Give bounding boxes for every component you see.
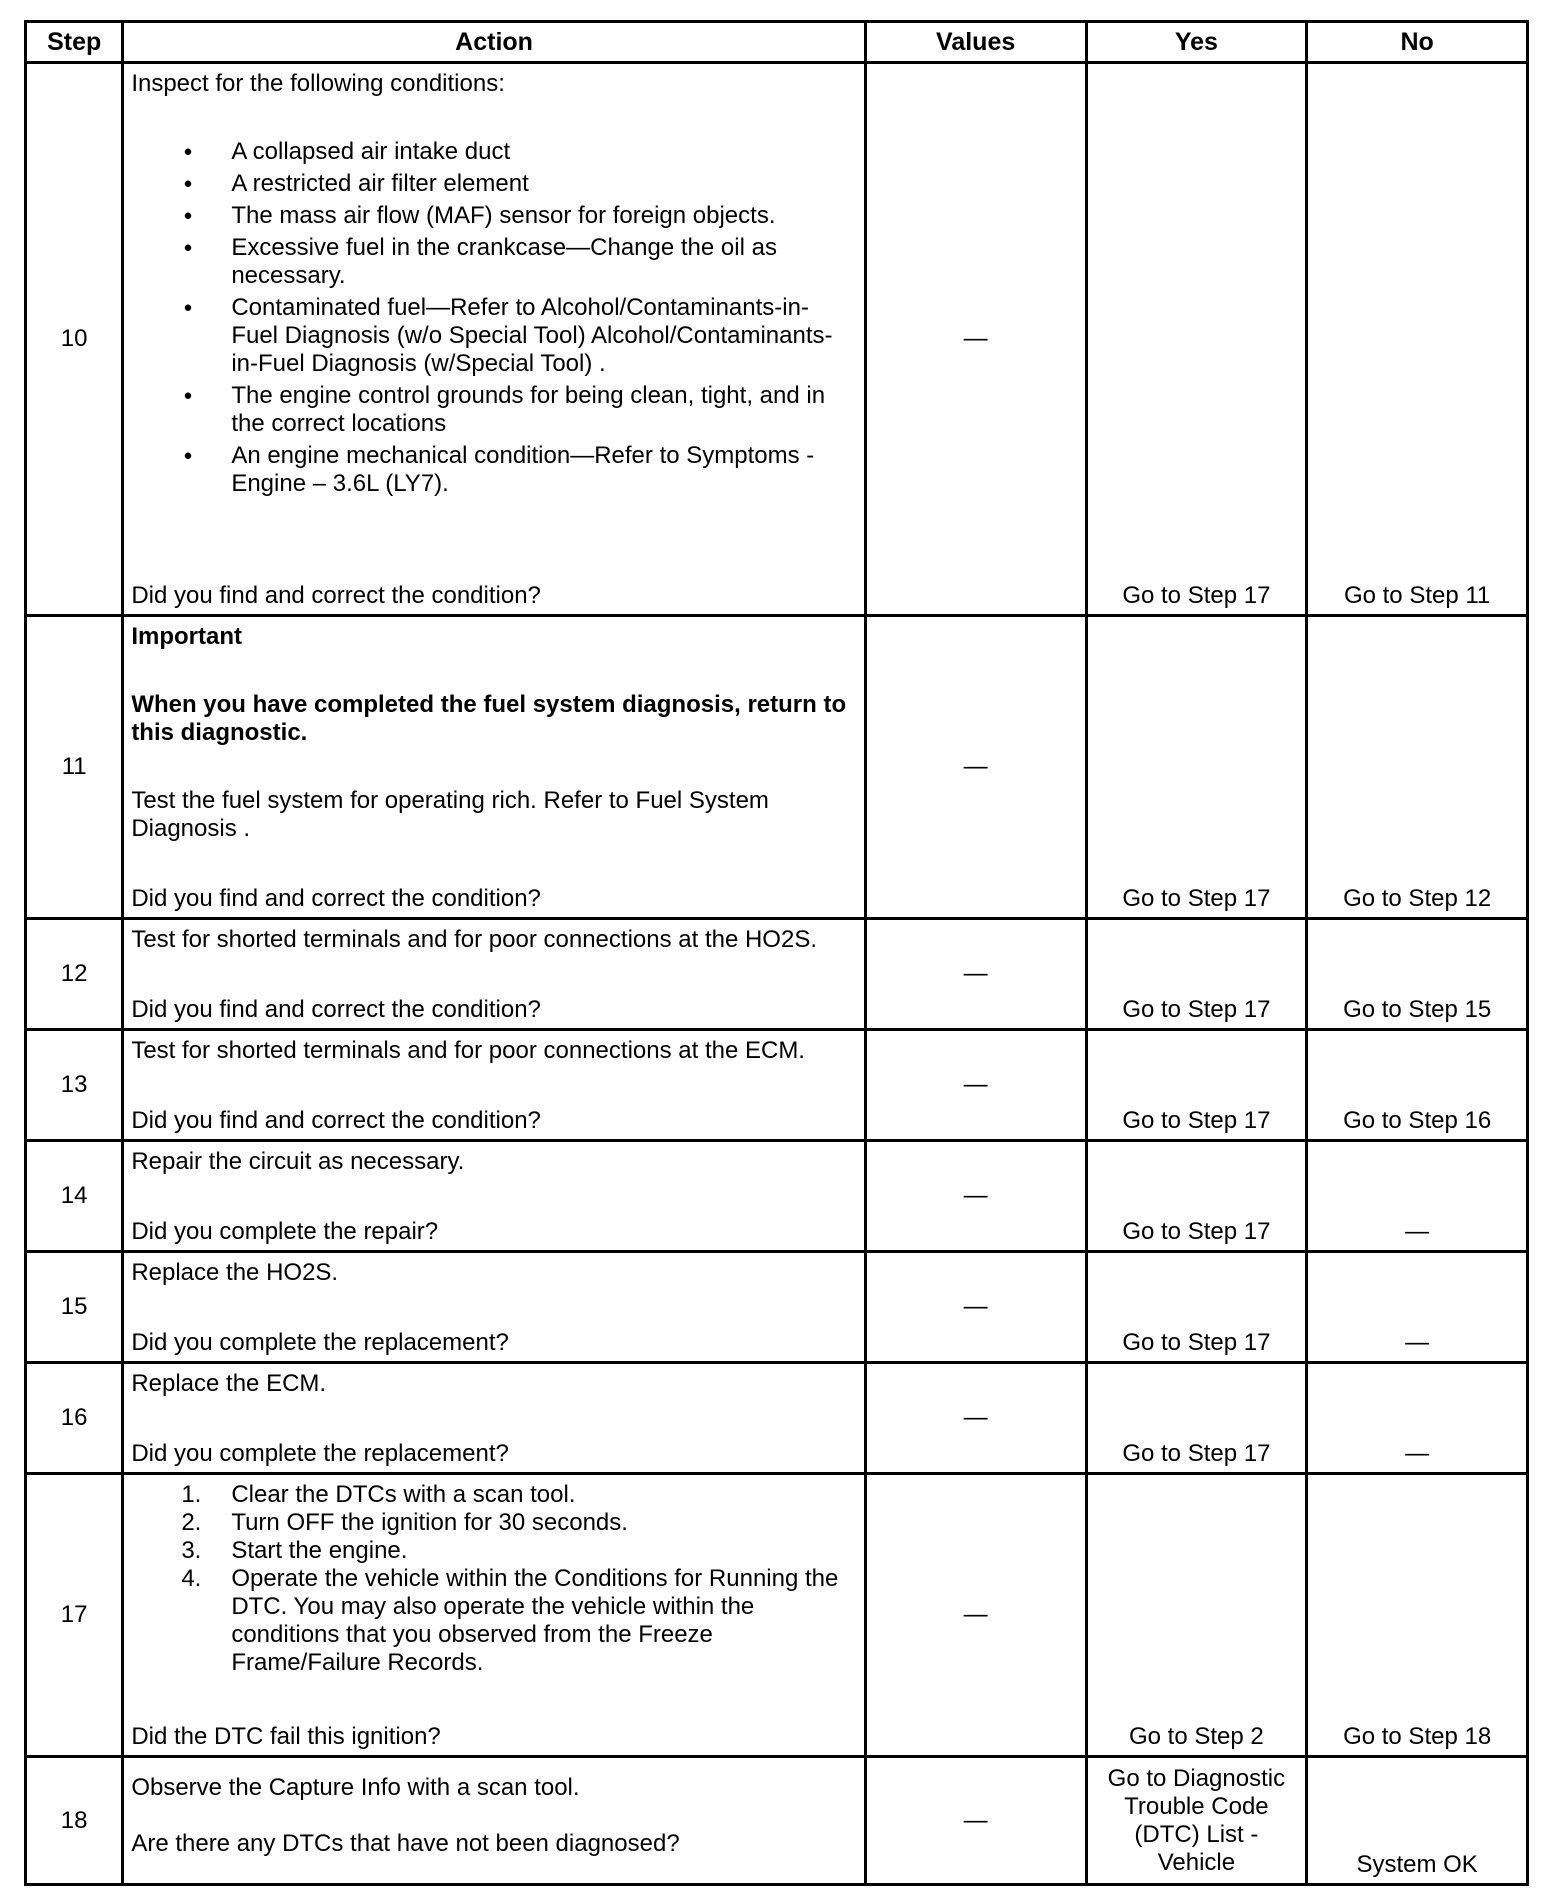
action-cell — [123, 1252, 865, 1363]
list-number: 1. — [181, 1481, 202, 1508]
action-intro: Repair the circuit as necessary. — [131, 1148, 465, 1175]
action-cell — [123, 1363, 865, 1474]
important-heading: Important — [131, 623, 242, 650]
no-cell: Go to Step 16 — [1307, 1030, 1528, 1141]
list-item: ● A collapsed air intake duct — [131, 138, 853, 166]
values-cell: — — [865, 919, 1086, 1030]
action-question: Did you find and correct the condition? — [131, 885, 541, 912]
table-row — [26, 1363, 1528, 1474]
header-no: No — [1307, 22, 1528, 63]
yes-cell: Go to Step 17 — [1086, 1030, 1307, 1141]
action-question: Did you complete the replacement? — [131, 1329, 509, 1356]
action-intro: Test for shorted terminals and for poor connections at the ECM. — [131, 1037, 805, 1064]
step-number: 13 — [26, 1030, 123, 1141]
action-intro: Replace the HO2S. — [131, 1259, 339, 1286]
no-cell: Go to Step 12 — [1307, 616, 1528, 919]
step-number: 15 — [26, 1252, 123, 1363]
step-number: 12 — [26, 919, 123, 1030]
values-cell: — — [865, 1252, 1086, 1363]
diagnostic-table — [24, 20, 1529, 1886]
no-cell: Go to Step 11 — [1307, 63, 1528, 616]
table-row — [26, 919, 1528, 1030]
values-cell: — — [865, 1474, 1086, 1757]
yes-cell: Go to Step 17 — [1086, 63, 1307, 616]
no-cell: System OK — [1307, 1757, 1528, 1885]
action-cell — [123, 616, 865, 919]
header-yes: Yes — [1086, 22, 1307, 63]
list-number: 2. — [181, 1509, 202, 1536]
action-intro: Test for shorted terminals and for poor connections at the HO2S. — [131, 926, 817, 953]
yes-cell: Go to Diagnostic Trouble Code (DTC) List - Vehicle — [1086, 1757, 1307, 1885]
list-item: ● The mass air flow (MAF) sensor for foreign objects. — [131, 202, 853, 230]
header-action: Action — [123, 22, 865, 63]
action-cell — [123, 919, 865, 1030]
no-cell: — — [1307, 1363, 1528, 1474]
list-item: ● An engine mechanical condition—Refer to Symptoms - Engine – 3.6L (LY7). — [131, 442, 853, 498]
list-item: ● Excessive fuel in the crankcase—Change the oil as necessary. — [131, 234, 853, 290]
action-cell — [123, 63, 865, 616]
table-row — [26, 1252, 1528, 1363]
important-text: When you have completed the fuel system diagnosis, return to this diagnostic. — [131, 691, 847, 746]
action-cell — [123, 1030, 865, 1141]
list-item — [131, 1565, 853, 1677]
procedure-list — [131, 1481, 853, 1677]
table-row — [26, 63, 1528, 616]
action-intro: Inspect for the following conditions: — [131, 70, 505, 97]
step-number: 18 — [26, 1757, 123, 1885]
action-intro: Replace the ECM. — [131, 1370, 327, 1397]
condition-list — [131, 138, 853, 498]
list-item — [131, 1481, 853, 1509]
action-question: Did you find and correct the condition? — [131, 1107, 541, 1134]
list-item: ● The engine control grounds for being clean, tight, and in the correct locations — [131, 382, 853, 438]
table-row — [26, 1141, 1528, 1252]
yes-cell: Go to Step 2 — [1086, 1474, 1307, 1757]
action-question: Did you find and correct the condition? — [131, 996, 541, 1023]
values-cell: — — [865, 1757, 1086, 1885]
step-number: 16 — [26, 1363, 123, 1474]
values-cell: — — [865, 1363, 1086, 1474]
values-cell: — — [865, 616, 1086, 919]
list-number: 4. — [181, 1565, 202, 1592]
yes-cell: Go to Step 17 — [1086, 1363, 1307, 1474]
step-number: 11 — [26, 616, 123, 919]
no-cell: Go to Step 15 — [1307, 919, 1528, 1030]
table-row — [26, 1030, 1528, 1141]
list-text: Turn OFF the ignition for 30 seconds. — [231, 1509, 628, 1536]
action-question: Did you complete the replacement? — [131, 1440, 509, 1467]
no-cell: — — [1307, 1252, 1528, 1363]
action-cell — [123, 1474, 865, 1757]
action-intro: Test the fuel system for operating rich. Refer to Fuel System Diagnosis . — [131, 787, 769, 842]
action-question: Are there any DTCs that have not been diagnosed? — [131, 1830, 680, 1857]
list-number: 3. — [181, 1537, 202, 1564]
action-intro: Observe the Capture Info with a scan tool. — [131, 1774, 580, 1801]
header-values: Values — [865, 22, 1086, 63]
values-cell: — — [865, 1141, 1086, 1252]
yes-cell: Go to Step 17 — [1086, 1141, 1307, 1252]
action-cell — [123, 1141, 865, 1252]
action-question: Did you complete the repair? — [131, 1218, 439, 1245]
yes-cell: Go to Step 17 — [1086, 1252, 1307, 1363]
table-row — [26, 1757, 1528, 1885]
list-item — [131, 1509, 853, 1537]
list-item: ● A restricted air filter element — [131, 170, 853, 198]
table-row — [26, 616, 1528, 919]
list-item: ● Contaminated fuel—Refer to Alcohol/Contaminants-in-Fuel Diagnosis (w/o Special Tool) Alcohol/Contaminants-in-Fuel Diagnosis (w/Special Tool) . — [131, 294, 853, 378]
no-cell: — — [1307, 1141, 1528, 1252]
list-text: Start the engine. — [231, 1537, 408, 1564]
table-row — [26, 1474, 1528, 1757]
action-cell — [123, 1757, 865, 1885]
action-question: Did you find and correct the condition? — [131, 582, 541, 609]
header-row — [26, 22, 1528, 63]
list-text: Clear the DTCs with a scan tool. — [231, 1481, 576, 1508]
step-number: 17 — [26, 1474, 123, 1757]
list-text: Operate the vehicle within the Conditions for Running the DTC. You may also operate the vehicle within the conditions that you observed from the Freeze Frame/Failure Records. — [231, 1565, 839, 1676]
list-item — [131, 1537, 853, 1565]
values-cell: — — [865, 1030, 1086, 1141]
header-step: Step — [26, 22, 123, 63]
no-cell: Go to Step 18 — [1307, 1474, 1528, 1757]
yes-cell: Go to Step 17 — [1086, 616, 1307, 919]
yes-cell: Go to Step 17 — [1086, 919, 1307, 1030]
values-cell: — — [865, 63, 1086, 616]
step-number: 14 — [26, 1141, 123, 1252]
action-question: Did the DTC fail this ignition? — [131, 1723, 441, 1750]
step-number: 10 — [26, 63, 123, 616]
